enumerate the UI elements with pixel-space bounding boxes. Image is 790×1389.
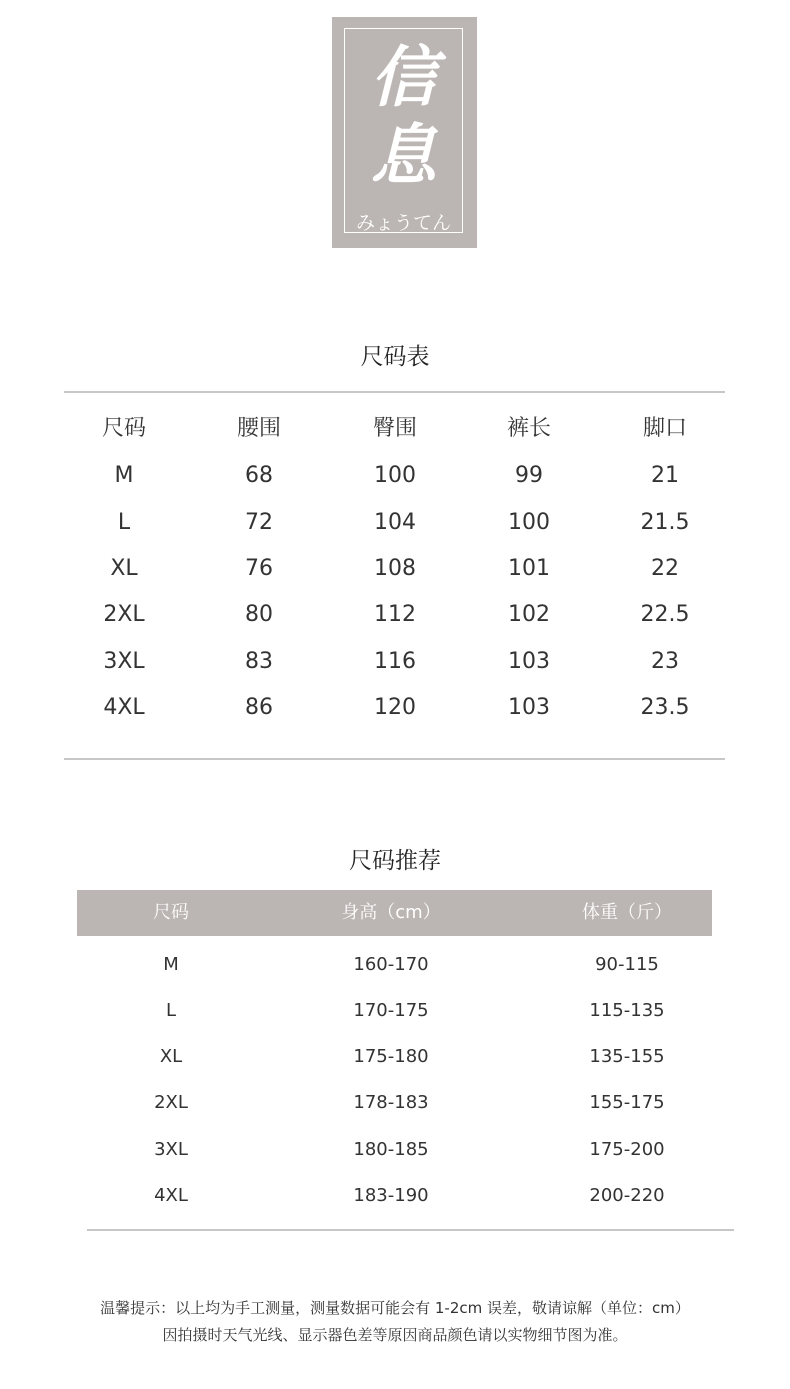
size-table-cell-length: 103 [508,695,550,720]
recommend-table-cell-size: L [165,1000,177,1021]
recommend-table-cell-weight: 135-155 [589,1046,665,1067]
logo-frame [344,28,463,233]
size-table-header-hem: 脚口 [642,416,687,441]
size-table-cell-waist: 76 [245,556,273,581]
note-color: 因拍摄时天气光线、显示器色差等原因商品颜色请以实物细节图为准。 [162,1326,628,1344]
size-table-cell-size: 2XL [103,602,145,627]
size-table-bottom-rule [64,758,725,760]
recommend-table-cell-size: 3XL [154,1139,188,1160]
size-table-cell-length: 99 [515,463,543,488]
size-table-title: 尺码表 [360,344,430,370]
recommend-table-cell-weight: 175-200 [589,1139,665,1160]
recommend-table-cell-height: 178-183 [353,1092,429,1113]
size-table-cell-length: 103 [508,649,550,674]
size-table-header-length: 裤长 [506,416,551,441]
recommend-table-cell-size: M [163,954,179,975]
size-table-cell-length: 100 [508,510,550,535]
size-table-cell-hip: 116 [374,649,416,674]
size-table-cell-hip: 108 [374,556,416,581]
logo-char-2: 息 [370,116,437,194]
size-table-top-rule [64,391,725,393]
size-table-cell-hip: 100 [374,463,416,488]
recommend-table-cell-weight: 155-175 [589,1092,665,1113]
size-table-cell-length: 102 [508,602,550,627]
recommend-table-cell-size: XL [159,1046,183,1067]
size-table-cell-hem: 22 [651,556,679,581]
recommend-table-cell-weight: 90-115 [595,954,659,975]
size-table-header-size: 尺码 [101,416,146,441]
size-table-cell-hem: 23 [651,649,679,674]
size-table-header-waist: 腰围 [236,416,281,441]
size-table-cell-hip: 104 [374,510,416,535]
size-table-cell-hip: 112 [374,602,416,627]
size-table-cell-waist: 83 [245,649,273,674]
size-table-cell-size: XL [110,556,138,581]
size-table-cell-hem: 23.5 [640,695,690,720]
recommend-table-cell-height: 183-190 [353,1185,429,1206]
size-table-cell-waist: 86 [245,695,273,720]
recommend-table-cell-height: 175-180 [353,1046,429,1067]
logo-char-1: 信 [370,38,437,116]
recommend-table-cell-height: 160-170 [353,954,429,975]
size-table-cell-hem: 21 [651,463,679,488]
note-measurement: 温馨提示：以上均为手工测量，测量数据可能会有 1-2cm 误差，敬请谅解（单位：cm） [100,1299,690,1317]
recommend-header-weight: 体重（斤） [582,902,672,923]
recommend-table-header [77,890,712,936]
recommend-header-height: 身高（cm） [341,902,441,923]
recommend-table-cell-height: 180-185 [353,1139,429,1160]
size-table-cell-length: 101 [508,556,550,581]
brand-logo [332,17,477,248]
size-table-cell-waist: 72 [245,510,273,535]
recommend-table-cell-size: 4XL [154,1185,188,1206]
size-table-cell-size: 4XL [103,695,145,720]
recommend-table-cell-size: 2XL [154,1092,188,1113]
recommend-table-cell-height: 170-175 [353,1000,429,1021]
size-table-cell-waist: 80 [245,602,273,627]
size-table-cell-size: L [117,510,131,535]
logo-subtitle: みょうてん [355,212,451,234]
size-table-header-hip: 臀围 [372,416,417,441]
size-table-cell-hem: 21.5 [640,510,690,535]
size-table-cell-hip: 120 [374,695,416,720]
recommend-table-title: 尺码推荐 [349,848,441,874]
size-table-cell-size: 3XL [103,649,145,674]
size-table-cell-size: M [114,463,134,488]
recommend-table-cell-weight: 200-220 [589,1185,665,1206]
size-table-cell-waist: 68 [245,463,273,488]
size-table-cell-hem: 22.5 [640,602,690,627]
recommend-table-cell-weight: 115-135 [589,1000,665,1021]
recommend-header-size: 尺码 [153,902,189,923]
recommend-table-bottom-rule [87,1229,734,1231]
